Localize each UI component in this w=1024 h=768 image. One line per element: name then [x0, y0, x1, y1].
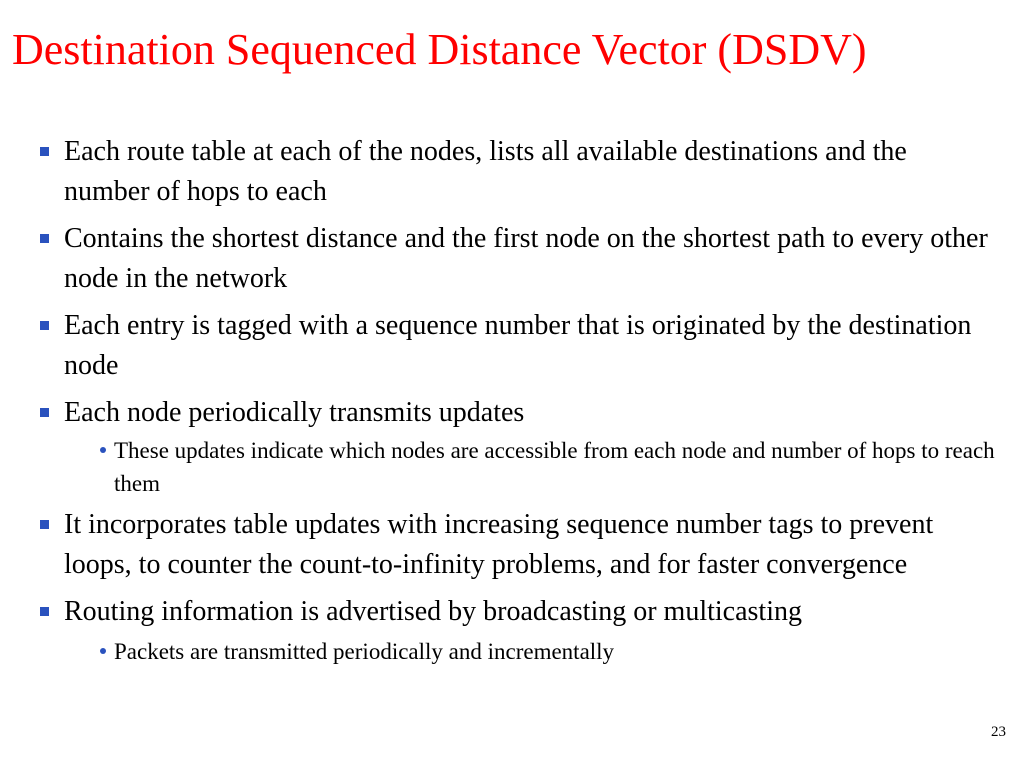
bullet-text: Each entry is tagged with a sequence number that is originated by the destination node	[64, 310, 972, 381]
page-number: 23	[991, 724, 1006, 740]
square-bullet-icon	[40, 408, 49, 417]
square-bullet-icon	[40, 520, 49, 529]
bullet-item	[36, 592, 996, 632]
square-bullet-icon	[40, 147, 49, 156]
bullet-item	[36, 306, 996, 386]
sub-bullet-item	[100, 434, 996, 500]
bullet-item	[36, 393, 996, 433]
bullet-item	[36, 132, 996, 212]
slide-title: Destination Sequenced Distance Vector (DSDV)	[12, 25, 867, 74]
bullet-text: It incorporates table updates with increasing sequence number tags to prevent loops, to counter the count-to-infinity problems, and for faster convergence	[64, 509, 934, 580]
square-bullet-icon	[40, 321, 49, 330]
bullet-text: Routing information is advertised by broadcasting or multicasting	[64, 596, 802, 627]
bullet-item	[36, 505, 996, 585]
round-bullet-icon	[100, 447, 106, 453]
round-bullet-icon	[100, 648, 106, 654]
bullet-list	[36, 132, 996, 673]
sub-bullet-item	[100, 635, 996, 668]
square-bullet-icon	[40, 234, 49, 243]
bullet-text: Each node periodically transmits updates	[64, 397, 525, 428]
bullet-text: Each route table at each of the nodes, lists all available destinations and the number of hops to each	[64, 136, 907, 207]
bullet-item	[36, 219, 996, 299]
square-bullet-icon	[40, 607, 49, 616]
sub-bullet-text: Packets are transmitted periodically and incrementally	[114, 639, 615, 664]
sub-bullet-text: These updates indicate which nodes are accessible from each node and number of hops to reach them	[114, 438, 995, 496]
bullet-text: Contains the shortest distance and the first node on the shortest path to every other node in the network	[64, 223, 988, 294]
